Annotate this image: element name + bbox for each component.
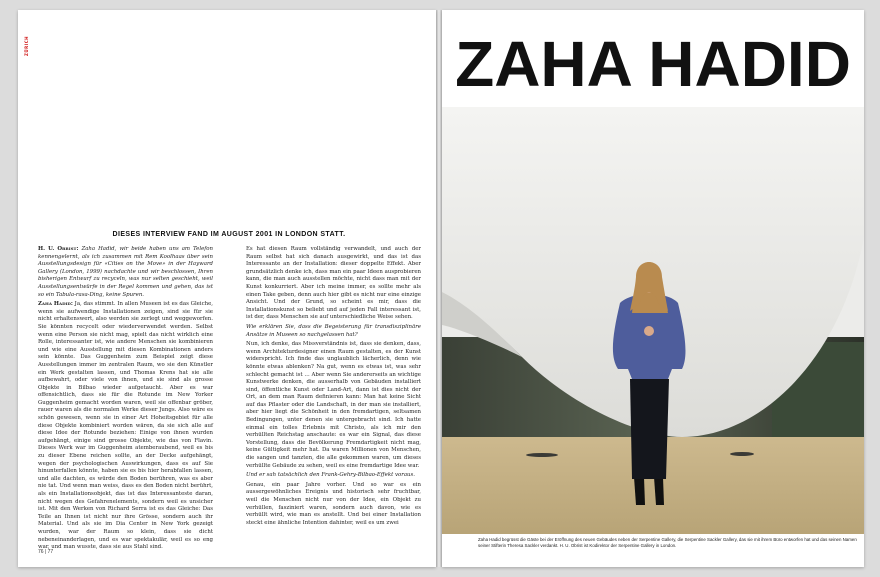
portrait-photo bbox=[442, 107, 864, 534]
left-page bbox=[18, 10, 436, 567]
paragraph bbox=[38, 246, 213, 299]
headline: ZAHA HADID bbox=[455, 28, 851, 100]
text-column-1 bbox=[38, 246, 214, 551]
answer-text: Nun, ich denke, das Missverständnis ist, dass sie denken, dass, wenn Architekturdesigner einen Raum gestalten, es der Kunst widerspricht. Ich finde das unglaublich lächerlich, denn wie könnte etwas ablenken? Na gut, wenn es etwas ist, was sehr schlecht gemacht ist … Aber wenn Sie andererseits an wichtige Kunstwerke denken, die ausserhalb von Gebäuden installiert sind, öffentliche Kunst oder Land-Art, dann ist dies nicht der Ort, an dem man Raum definieren kann: Man hat keine Sicht auf das Pflaster oder die Landschaft, in der man sie installiert, aber hier liegt die Schönheit in den fremdartigen, seltsamen Bedingungen, unter denen sie untergebracht sind. Ich hatte einmal ein tolles Erlebnis mit Christo, als ich mir den verhüllten Reichstag anschaute: es war ein Signal, das diese Vorstellung, dass die Bevölkerung Fremdartigkeit nicht mag, keine Gültigkeit mehr hat. Da waren Millionen von Menschen, die sangen und tanzten, die alle gekommen waren, um dieses verhüllte Gebäude zu sehen, weil es eine fremdartige Idee war. bbox=[246, 341, 421, 469]
speaker-name: Zaha Hadid: bbox=[38, 301, 73, 308]
photo-illustration bbox=[442, 107, 864, 534]
photo-caption: Zaha Hadid begrüsst die Gäste bei der Eröffnung des neuen Gebäudes neben der Serpentine Gallery, die Serpentine Sackler Gallery, das sie mit ihrem Büro entworfen hat und das seinen Namen seiner Stifterin Theresa Sackler verdankt. H. U. Obrist ist Kodirektor der Serpentine Gallery in London. bbox=[478, 537, 857, 548]
interview-lead: DIESES INTERVIEW FAND IM AUGUST 2001 IN LONDON STATT. bbox=[112, 231, 346, 238]
question-text: Wie erklären Sie, dass die Begeisterung für transdisziplinäre Ansätze in Museen so nachgelassen hat? bbox=[246, 323, 421, 338]
speaker-name: H. U. Obrist: bbox=[38, 246, 79, 252]
right-page bbox=[442, 10, 864, 567]
question-text: Und er sah tatsächlich den Frank-Gehry-Bilbao-Effekt voraus. bbox=[246, 472, 415, 479]
answer-text: Ja, das stimmt. In allen Museen ist es das Gleiche, wenn sie aufwendige Installationen zeigen, sind sie für sie nicht erhaltenswert, also werden sie zerlegt und weggeworfen. Sie könnten recycelt oder wiederverwendet werden. Selbst wenn eine Person sie nicht mag, spielt das nicht wirklich eine Rolle, interessanter ist, wie andere Menschen sie kombinieren und wie eine Ausstellung mit diesen Kombinationen anders sein könnte. Das Guggenheim zum Beispiel zeigt diese Ausstellungen immer im zentralen Raum, wo sie den Künstler ein Werk gestalten lassen, und Thomas Krens hat sie alle aufbewahrt, oder viele von ihnen, und sie sind als grosse Objekte in Bilbao wieder aufgetaucht. Aber es war offensichtlich, dass sie für die Rotunde im New Yorker Guggenheim gemacht worden waren, weil sie offenbar gröber, rauer waren als die normalen Werke dieser Jungs. Also wäre es schön gewesen, wenn sie in einer Art Hoheitsgebiet für alle diese Objekte kombiniert worden wären, da sie sich alle auf diese Idee der Rotunde beziehen: Einige von ihnen wurden aufgehängt, einige sind grosse Objekte, wie das von Flavin. Dieses Werk war im Guggenheim atemberaubend, weil es bis zu dieser Ebene reichen sollte, an der Decke aufgehängt, wegen der psychologischen Auswirkungen, dass es auf Sie hinunterfallen könnte, haben sie es bis hier herabfallen lassen, und alle dachten, es würde den Boden berühren, was es aber nie tat. Und wenn man weiss, dass es den Boden nicht berührt, als ein Installationsobjekt, das ist das Interessanteste daran, nicht wegen des Gefahrenelements, sondern weil es unsicher ist. Mit den Werken von Richard Serra ist es das Gleiche: Das Teile an Ihnen ist nicht nur ihre Grösse, sondern auch ihr Material. Und als sie im Dia Center in New York gezeigt wurden, war der Raum so klein, dass sie dicht nebeneinanderlagen, und es war spektakulär, weil es so eng war, und man wusste, dass sie aus Stahl sind. bbox=[38, 301, 213, 551]
section-label: ZÜRICH bbox=[24, 36, 29, 56]
paragraph bbox=[38, 301, 213, 552]
answer-text: Es hat diesen Raum vollständig verwandelt, und auch der Raum selbst hat sich danach ausgewirkt, und das ist das Interessante an der Installation: dieser doppelte Effekt. Aber grundsätzlich denke ich, dass man ein paar Ideen ausprobieren kann, die man auch ausstellen möchte, nicht dass man mit der Kunst konkurriert. Aber ich meine immer, es sollte mehr als einen Take geben, denn auch hier gibt es nicht nur eine einzige Ansicht. Und der Grund, so scheint es mir, dass die Installationskunst so beliebt und auf jeden Fall interessant ist, ist der, dass Menschen sie auf unterschiedliche Weise sehen. bbox=[246, 246, 421, 321]
page-numbers: 76 | 77 bbox=[38, 549, 54, 555]
question-text: Zaha Hadid, wir beide haben uns am Telefon kennengelernt, als ich zusammen mit Rem Koolhaas über sein Ausstellungsdesign für «Cities on the Move» in der Hayward Gallery (London, 1999) nachdachte und wir beschlossen, Ihren bisherigen Entwurf zu recyceln, was nur selten geschieht, weil Ausstellungsentwürfe in der Regel kommen und gehen, das ist so ein Tabula-rasa-Ding, keine Spuren. bbox=[38, 246, 214, 298]
text-column-2 bbox=[246, 246, 421, 526]
answer-text: Genau, ein paar Jahre vorher. Und so war es ein aussergewöhnliches Ereignis und historisch sehr fruchtbar, weil die Menschen nicht nur von der Idee, ein Objekt zu verhüllen, fasziniert waren, sondern auch davon, wie es verhüllt wird, wie man es anstellt. Und bei einer Installation steckt eine ähnliche Intention dahinter, weil es um zwei bbox=[246, 481, 421, 526]
